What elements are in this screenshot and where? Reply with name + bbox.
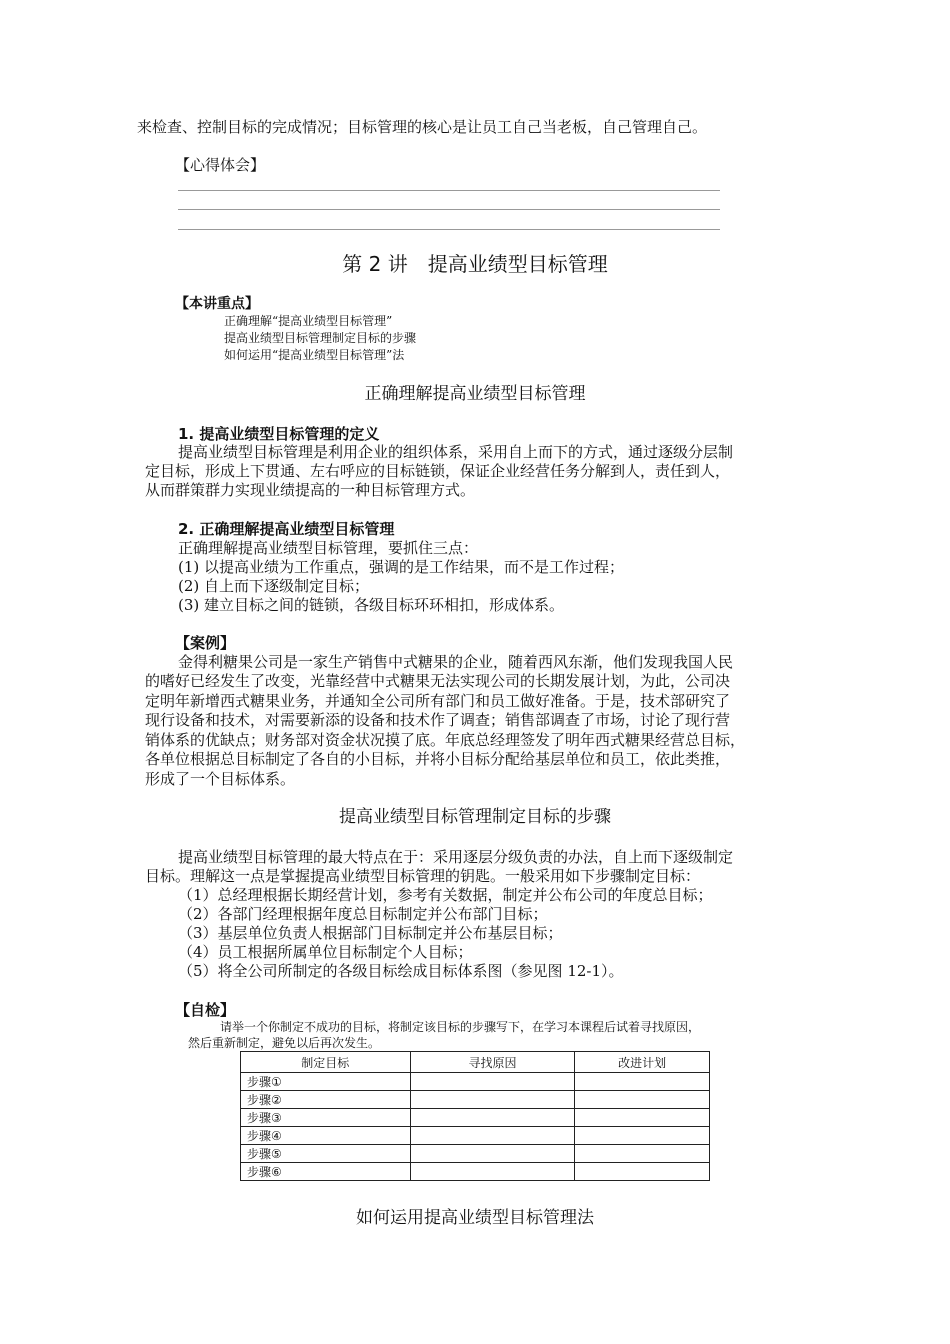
step-cell: 步骤② xyxy=(241,1091,411,1109)
reason-cell[interactable] xyxy=(410,1127,575,1145)
section-heading: 提高业绩型目标管理制定目标的步骤 xyxy=(339,807,611,827)
selfcheck-line: 然后重新制定，避免以后再次发生。 xyxy=(188,1036,381,1050)
case-label: 【案例】 xyxy=(175,634,236,652)
section-heading: 如何运用提高业绩型目标管理法 xyxy=(356,1208,594,1228)
list-item: (3) 建立目标之间的链锁，各级目标环环相扣，形成体系。 xyxy=(178,596,565,614)
key-point: 提高业绩型目标管理制定目标的步骤 xyxy=(224,331,417,345)
plan-cell[interactable] xyxy=(575,1109,710,1127)
paragraph-line: 定目标，形成上下贯通、左右呼应的目标链锁，保证企业经营任务分解到人，责任到人， xyxy=(145,462,731,480)
table-row xyxy=(241,1127,710,1145)
selfcheck-table xyxy=(240,1051,710,1181)
note-line-3 xyxy=(178,229,720,230)
selfcheck-line: 请举一个你制定不成功的目标，将制定该目标的步骤写下，在学习本课程后试着寻找原因， xyxy=(220,1020,701,1034)
list-item: (1) 以提高业绩为工作重点，强调的是工作结果，而不是工作过程； xyxy=(178,558,625,576)
reason-cell[interactable] xyxy=(410,1091,575,1109)
case-line: 现行设备和技术，对需要新添的设备和技术作了调查；销售部调查了市场，讨论了现行营 xyxy=(145,711,731,729)
step-cell: 步骤⑤ xyxy=(241,1145,411,1163)
reason-cell[interactable] xyxy=(410,1109,575,1127)
subsection-heading: 1. 提高业绩型目标管理的定义 xyxy=(178,425,380,443)
case-line: 金得利糖果公司是一家生产销售中式糖果的企业，随着西风东渐，他们发现我国人民 xyxy=(178,653,734,671)
step-cell: 步骤⑥ xyxy=(241,1163,411,1181)
table-header-row xyxy=(241,1052,710,1073)
step-item: （3）基层单位负责人根据部门目标制定并公布基层目标； xyxy=(178,924,563,942)
plan-cell[interactable] xyxy=(575,1091,710,1109)
paragraph-line: 提高业绩型目标管理是利用企业的组织体系，采用自上而下的方式，通过逐级分层制 xyxy=(178,443,734,461)
case-line: 形成了一个目标体系。 xyxy=(145,770,296,788)
step-cell: 步骤④ xyxy=(241,1127,411,1145)
note-line-1 xyxy=(178,190,720,191)
note-line-2 xyxy=(178,209,720,210)
reason-cell[interactable] xyxy=(410,1073,575,1091)
reason-cell[interactable] xyxy=(410,1145,575,1163)
paragraph-line: 目标。理解这一点是掌握提高业绩型目标管理的钥匙。一般采用如下步骤制定目标： xyxy=(145,867,701,885)
section-heading: 正确理解提高业绩型目标管理 xyxy=(364,384,586,404)
step-cell: 步骤③ xyxy=(241,1109,411,1127)
table-row xyxy=(241,1109,710,1127)
plan-cell[interactable] xyxy=(575,1073,710,1091)
step-cell: 步骤① xyxy=(241,1073,411,1091)
subsection-heading: 2. 正确理解提高业绩型目标管理 xyxy=(178,520,395,538)
table-header: 制定目标 xyxy=(241,1052,411,1073)
case-line: 定明年新增西式糖果业务，并通知全公司所有部门和员工做好准备。于是，技术部研究了 xyxy=(145,692,731,710)
key-points-label: 【本讲重点】 xyxy=(175,296,259,312)
table-header: 改进计划 xyxy=(575,1052,710,1073)
step-item: （2）各部门经理根据年度总目标制定并公布部门目标； xyxy=(178,905,548,923)
table-row xyxy=(241,1145,710,1163)
table-header: 寻找原因 xyxy=(410,1052,575,1073)
step-item: （4）员工根据所属单位目标制定个人目标； xyxy=(178,943,473,961)
intro-line: 来检查、控制目标的完成情况；目标管理的核心是让员工自己当老板，自己管理自己。 xyxy=(137,118,708,136)
paragraph-line: 正确理解提高业绩型目标管理，要抓住三点： xyxy=(178,539,479,557)
selfcheck-label: 【自检】 xyxy=(175,1001,236,1019)
insight-label: 【心得体会】 xyxy=(175,156,266,174)
case-line: 的嗜好已经发生了改变，光靠经营中式糖果无法实现公司的长期发展计划，为此，公司决 xyxy=(145,672,731,690)
lecture-title: 第 2 讲 提高业绩型目标管理 xyxy=(342,252,608,276)
plan-cell[interactable] xyxy=(575,1163,710,1181)
paragraph-line: 从而群策群力实现业绩提高的一种目标管理方式。 xyxy=(145,481,476,499)
step-item: （5）将全公司所制定的各级目标绘成目标体系图（参见图 12-1）。 xyxy=(178,962,624,980)
table-row xyxy=(241,1091,710,1109)
table-row xyxy=(241,1073,710,1091)
paragraph-line: 提高业绩型目标管理的最大特点在于：采用逐层分级负责的办法，自上而下逐级制定 xyxy=(178,848,734,866)
list-item: (2) 自上而下逐级制定目标； xyxy=(178,577,370,595)
table-row xyxy=(241,1163,710,1181)
reason-cell[interactable] xyxy=(410,1163,575,1181)
plan-cell[interactable] xyxy=(575,1127,710,1145)
case-line: 销体系的优缺点；财务部对资金状况摸了底。年底总经理签发了明年西式糖果经营总目标， xyxy=(145,731,746,749)
step-item: （1）总经理根据长期经营计划，参考有关数据，制定并公布公司的年度总目标； xyxy=(178,886,713,904)
plan-cell[interactable] xyxy=(575,1145,710,1163)
case-line: 各单位根据总目标制定了各自的小目标，并将小目标分配给基层单位和员工，依此类推， xyxy=(145,750,731,768)
key-point: 如何运用“提高业绩型目标管理”法 xyxy=(224,348,405,362)
key-point: 正确理解“提高业绩型目标管理” xyxy=(224,314,393,328)
